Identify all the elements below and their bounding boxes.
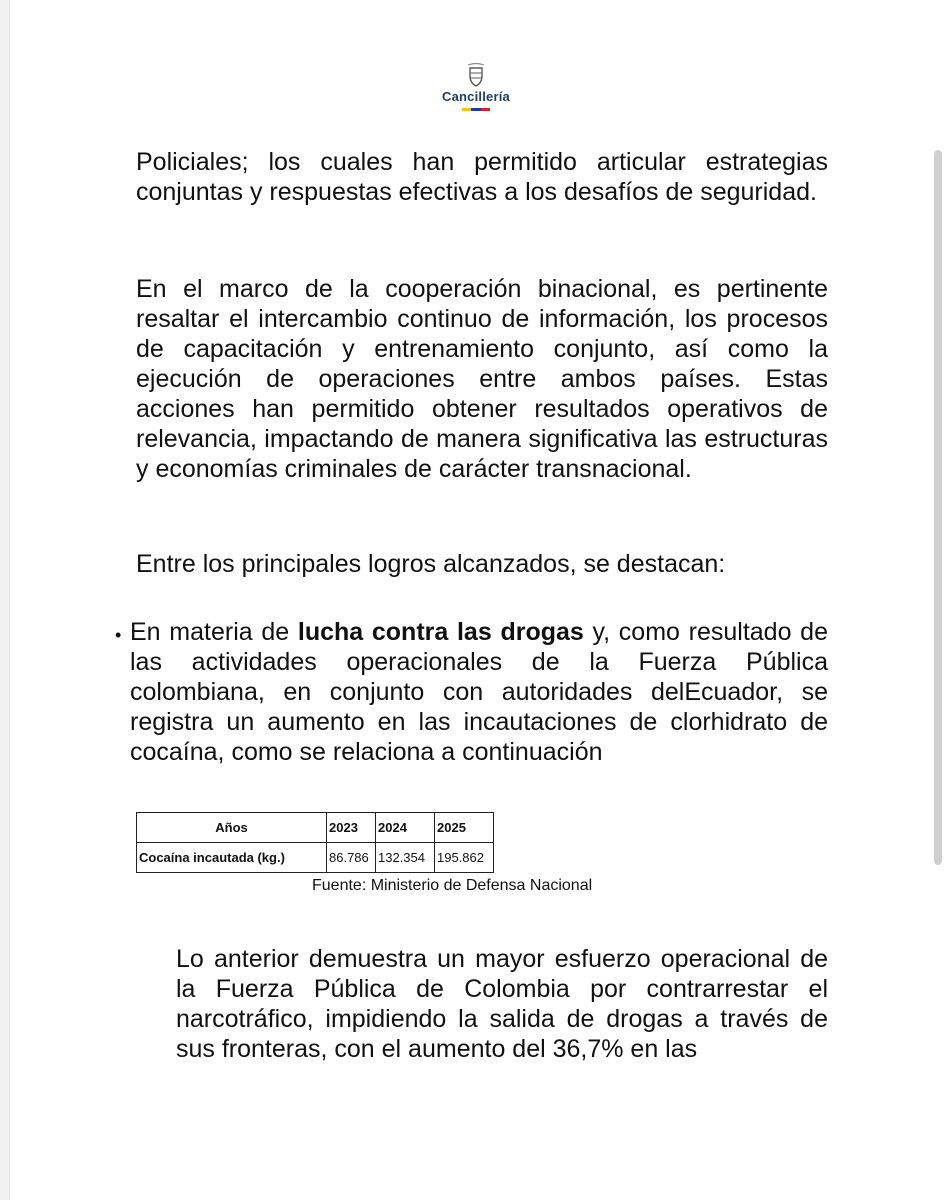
- flag-red: [481, 108, 490, 111]
- table-header-cell: Años: [137, 813, 327, 843]
- document-header: [430, 62, 522, 111]
- paragraph-1: Policiales; los cuales han permitido articular estrategias conjuntas y respuestas efectivas a los desafíos de seguridad.: [136, 148, 828, 206]
- bullet-marker: •: [115, 625, 122, 645]
- table-row: [137, 843, 494, 873]
- coat-of-arms-icon: [465, 62, 487, 88]
- flag-yellow: [462, 108, 471, 111]
- table-header-cell: 2025: [435, 813, 494, 843]
- bullet-text-post: y, como resultado de las actividades operacionales de la Fuerza Pública colombiana, en conjunto con autoridades delEcuador, se registra un aumento en las incautaciones de clorhidrato de cocaína, como se relaciona a continuación: [130, 618, 828, 766]
- flag-blue: [471, 108, 480, 111]
- table-cell-label: Cocaína incautada (kg.): [137, 843, 327, 873]
- closing-paragraph: Lo anterior demuestra un mayor esfuerzo operacional de la Fuerza Pública de Colombia por contrarrestar el narcotráfico, impidiendo la salida de drogas a través de sus fronteras, con el aumento del 36,7% en las: [176, 945, 828, 1063]
- table-header-cell: 2023: [327, 813, 376, 843]
- table-cell: 195.862: [435, 843, 494, 873]
- paragraph-2: En el marco de la cooperación binacional, es pertinente resaltar el intercambio continuo de información, los procesos de capacitación y entrenamiento conjunto, así como la ejecución de operaciones entre ambos países. Estas acciones han permitido obtener resultados operativos de relevancia, impactando de manera significativa las estructuras y economías criminales de carácter transnacional.: [136, 275, 828, 483]
- seizures-table: [136, 812, 494, 873]
- bullet-text-bold: lucha contra las drogas: [297, 618, 584, 646]
- table-source: Fuente: Ministerio de Defensa Nacional: [312, 877, 593, 894]
- flag-stripe: [462, 108, 490, 111]
- scrollbar[interactable]: [934, 150, 942, 865]
- table-header-cell: 2024: [376, 813, 435, 843]
- table-cell: 132.354: [376, 843, 435, 873]
- paragraph-3: Entre los principales logros alcanzados, se destacan:: [136, 550, 726, 578]
- bullet-text-pre: En materia de: [130, 618, 298, 646]
- brand-name: Cancillería: [442, 89, 510, 104]
- table-header-row: [137, 813, 494, 843]
- bullet-paragraph: [130, 617, 828, 767]
- page-left-edge: [0, 0, 10, 1200]
- table-cell: 86.786: [327, 843, 376, 873]
